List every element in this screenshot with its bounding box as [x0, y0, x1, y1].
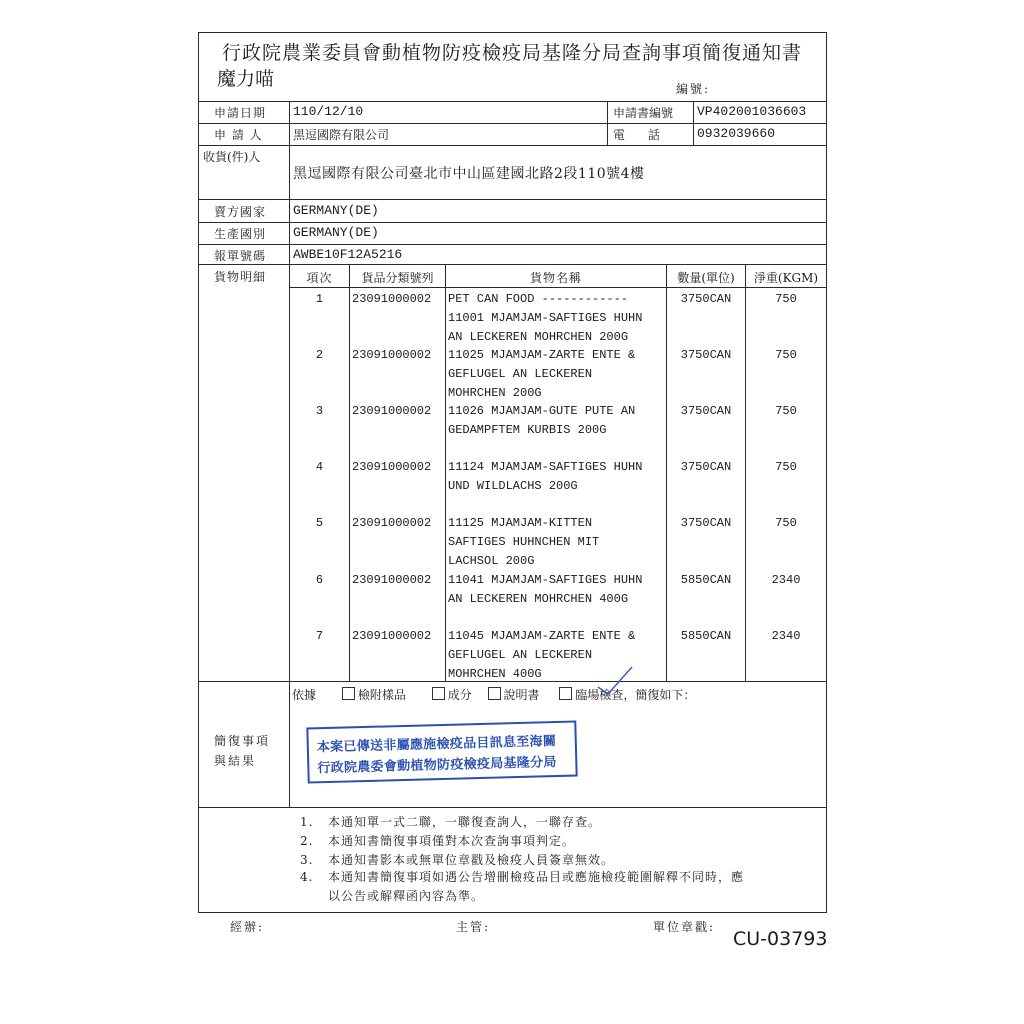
- row-name: 11025 MJAMJAM-ZARTE ENTE & GEFLUGEL AN LECKEREN MOHRCHEN 200G: [448, 348, 636, 400]
- row-qty: 3750CAN: [680, 516, 732, 530]
- application-number-value: VP402001036603: [697, 104, 807, 119]
- serial-label: 編號:: [676, 82, 711, 96]
- row-weight: 750: [775, 460, 797, 474]
- applicant-label: 申 請 人: [214, 128, 263, 142]
- row-name: 11026 MJAMJAM-GUTE PUTE AN GEDAMPFTEM KURBIS 200G: [448, 404, 636, 437]
- origin-country-label: 生產國別: [214, 227, 267, 241]
- row-no: 2: [315, 348, 324, 362]
- row-name: PET CAN FOOD ------------ 11001 MJAMJAM-SAFTIGES HUHN AN LECKEREN MOHRCHEN 200G: [448, 292, 643, 344]
- option-manual: [488, 688, 540, 702]
- sample-checkbox: [342, 687, 355, 700]
- row-weight: 750: [775, 516, 797, 530]
- header-item-no: 項次: [306, 271, 333, 285]
- option-onsite-label: 臨場檢查，簡復如下：: [575, 688, 696, 702]
- row-no: 5: [315, 516, 324, 530]
- row-qty: 3750CAN: [680, 404, 732, 418]
- phone-label: 電 話: [613, 128, 660, 142]
- goods-detail-label: 貨物明細: [214, 270, 267, 284]
- header-goods-name: 貨物名稱: [529, 271, 582, 285]
- row-no: 7: [315, 629, 324, 643]
- phone-value: 0932039660: [697, 126, 776, 141]
- basis-label: 依據: [292, 688, 317, 702]
- manual-checkbox: [488, 687, 501, 700]
- option-sample-label: 檢附樣品: [357, 688, 406, 702]
- header-quantity: 數量(單位): [677, 271, 735, 285]
- row-no: 1: [315, 292, 324, 306]
- unit-seal-label: 單位章戳:: [653, 920, 716, 934]
- option-ingredient-label: 成分: [447, 688, 472, 702]
- row-name: 11045 MJAMJAM-ZARTE ENTE & GEFLUGEL AN LECKEREN MOHRCHEN 400G: [448, 629, 636, 681]
- note-text: 本通知書簡復事項如遇公告增刪檢疫品目或應施檢疫範圍解釋不同時，應 以公告或解釋函內容為準。: [328, 870, 745, 903]
- handler-label: 經辦:: [230, 920, 265, 934]
- option-sample: [342, 688, 406, 702]
- row-code: 23091000002: [352, 573, 432, 587]
- row-weight: 750: [775, 292, 797, 306]
- row-qty: 3750CAN: [680, 292, 732, 306]
- row-name: 11125 MJAMJAM-KITTEN SAFTIGES HUHNCHEN MIT LACHSOL 200G: [448, 516, 600, 568]
- note-item: [300, 870, 744, 906]
- seller-country-label: 賣方國家: [214, 205, 267, 219]
- declaration-number-value: AWBE10F12A5216: [293, 247, 403, 262]
- row-weight: 750: [775, 348, 797, 362]
- document-code: CU-03793: [733, 928, 828, 950]
- handwritten-check-mark: [596, 665, 636, 695]
- row-code: 23091000002: [352, 404, 432, 418]
- row-no: 6: [315, 573, 324, 587]
- header-net-weight: 淨重(KGM): [753, 271, 819, 285]
- reply-label: 簡復事項 與結果: [214, 734, 271, 768]
- row-no: 3: [315, 404, 324, 418]
- consignee-value: 黑逗國際有限公司臺北市中山區建國北路2段110號4樓: [293, 166, 645, 182]
- option-manual-label: 說明書: [503, 688, 540, 702]
- header-hs-code: 貨品分類號列: [361, 271, 434, 285]
- row-name: 11124 MJAMJAM-SAFTIGES HUHN UND WILDLACHS 200G: [448, 460, 643, 493]
- note-text: 本通知單一式二聯，一聯復查詢人，一聯存查。: [328, 815, 602, 829]
- note-number: 2.: [300, 834, 314, 848]
- row-weight: 2340: [771, 573, 801, 587]
- note-item: [300, 851, 614, 868]
- handwritten-name: 魔力喵: [217, 68, 275, 90]
- note-number: 1.: [300, 815, 314, 829]
- consignee-label: 收貨(件)人: [203, 150, 261, 164]
- supervisor-label: 主管:: [456, 920, 491, 934]
- applicant-value: 黑逗國際有限公司: [293, 128, 390, 142]
- row-code: 23091000002: [352, 348, 432, 362]
- document-title: 行政院農業委員會動植物防疫檢疫局基隆分局查詢事項簡復通知書: [222, 42, 803, 64]
- note-item: [300, 813, 601, 830]
- application-date-value: 110/12/10: [293, 104, 364, 119]
- note-item: [300, 832, 575, 849]
- note-text: 本通知書簡復事項僅對本次查詢事項判定。: [328, 834, 576, 848]
- row-qty: 5850CAN: [680, 629, 732, 643]
- note-number: 3.: [300, 853, 314, 867]
- row-weight: 750: [775, 404, 797, 418]
- stamp-line-1: 本案已傳送非屬應施檢疫品目訊息至海關: [316, 734, 557, 756]
- seller-country-value: GERMANY(DE): [293, 203, 379, 218]
- row-qty: 5850CAN: [680, 573, 732, 587]
- row-code: 23091000002: [352, 292, 432, 306]
- stamp-line-2: 行政院農委會動植物防疫檢疫局基隆分局: [317, 755, 557, 777]
- option-ingredient: [432, 688, 472, 702]
- note-text: 本通知書影本或無單位章戳及檢疫人員簽章無效。: [328, 853, 615, 867]
- row-code: 23091000002: [352, 629, 432, 643]
- ingredient-checkbox: [432, 687, 445, 700]
- note-number: 4.: [300, 870, 314, 884]
- row-qty: 3750CAN: [680, 460, 732, 474]
- row-code: 23091000002: [352, 516, 432, 530]
- row-qty: 3750CAN: [680, 348, 732, 362]
- row-code: 23091000002: [352, 460, 432, 474]
- application-number-label: 申請書編號: [613, 106, 674, 120]
- quarantine-stamp: [306, 720, 577, 783]
- row-name: 11041 MJAMJAM-SAFTIGES HUHN AN LECKEREN MOHRCHEN 400G: [448, 573, 643, 606]
- declaration-number-label: 報單號碼: [214, 249, 267, 263]
- row-weight: 2340: [771, 629, 801, 643]
- row-no: 4: [315, 460, 324, 474]
- origin-country-value: GERMANY(DE): [293, 225, 379, 240]
- application-date-label: 申請日期: [214, 106, 267, 120]
- onsite-checkbox-checked: [559, 687, 572, 700]
